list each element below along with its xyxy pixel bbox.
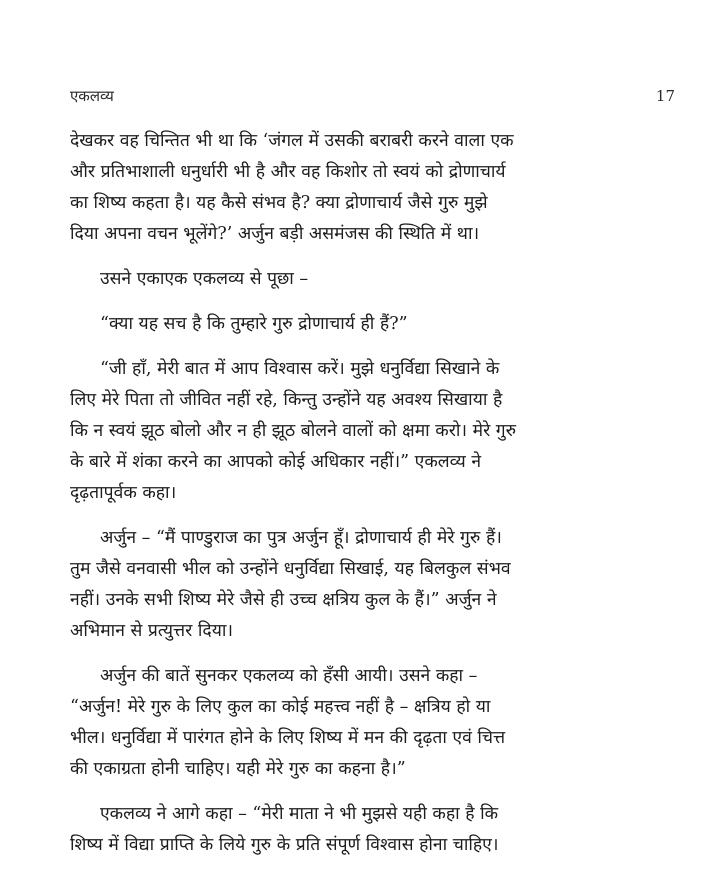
text-line: दिया अपना वचन भूलेंगे?’ अर्जुन बड़ी असमंजस की स्थिति में था। — [70, 224, 480, 244]
text-line: अर्जुन की बातें सुनकर एकलव्य को हँसी आयी। उसने कहा – — [100, 666, 478, 686]
paragraph — [70, 354, 680, 509]
text-line: एकलव्य ने आगे कहा – “मेरी माता ने भी मुझसे यही कहा है कि — [100, 804, 499, 824]
text-line: “अर्जुन! मेरे गुरु के लिए कुल का कोई महत्त्व नहीं है – क्षत्रिय हो या — [70, 697, 491, 717]
text-line: भील। धनुर्विद्या में पारंगत होने के लिए शिष्य में मन की दृढ़ता एवं चित्त — [70, 728, 506, 748]
paragraph — [70, 661, 680, 785]
paragraph — [70, 523, 680, 647]
text-line: शिष्य में विद्या प्राप्ति के लिये गुरु के प्रति संपूर्ण विश्वास होना चाहिए। — [70, 835, 499, 855]
text-line: कि न स्वयं झूठ बोलो और न ही झूठ बोलने वालों को क्षमा करो। मेरे गुरु — [70, 421, 517, 441]
body-text — [70, 126, 680, 875]
text-line: अभिमान से प्रत्युत्तर दिया। — [70, 621, 234, 641]
text-line: “क्या यह सच है कि तुम्हारे गुरु द्रोणाचार्य ही हैं?” — [100, 314, 408, 334]
text-line: दृढ़तापूर्वक कहा। — [70, 483, 177, 503]
text-line: “जी हाँ, मेरी बात में आप विश्वास करें। मुझे धनुर्विद्या सिखाने के — [100, 359, 500, 379]
text-line: देखकर वह चिन्तित भी था कि ‘जंगल में उसकी बराबरी करने वाला एक — [70, 131, 514, 151]
paragraph — [70, 264, 680, 295]
paragraph — [70, 309, 680, 340]
text-line: लिए मेरे पिता तो जीवित नहीं रहे, किन्तु उन्होंने यह अवश्य सिखाया है — [70, 390, 503, 410]
text-line: की एकाग्रता होनी चाहिए। यही मेरे गुरु का कहना है।” — [70, 759, 406, 779]
paragraph — [70, 126, 680, 250]
text-line: और प्रतिभाशाली धनुर्धारी भी है और वह किशोर तो स्वयं को द्रोणाचार्य — [70, 162, 506, 182]
paragraph — [70, 799, 680, 861]
text-line: तुम जैसे वनवासी भील को उन्होंने धनुर्विद्या सिखाई, यह बिलकुल संभव — [70, 559, 511, 579]
text-line: के बारे में शंका करने का आपको कोई अधिकार नहीं।” एकलव्य ने — [70, 452, 482, 472]
text-line: का शिष्य कहता है। यह कैसे संभव है? क्या द्रोणाचार्य जैसे गुरु मुझे — [70, 193, 488, 213]
running-title: एकलव्य — [70, 87, 114, 105]
text-line: नहीं। उनके सभी शिष्य मेरे जैसे ही उच्च क्षत्रिय कुल के हैं।” अर्जुन ने — [70, 590, 497, 610]
text-line: उसने एकाएक एकलव्य से पूछा – — [100, 269, 309, 289]
text-line: अर्जुन – “मैं पाण्डुराज का पुत्र अर्जुन हूँ। द्रोणाचार्य ही मेरे गुरु हैं। — [100, 528, 502, 548]
page-number: 17 — [655, 87, 675, 105]
